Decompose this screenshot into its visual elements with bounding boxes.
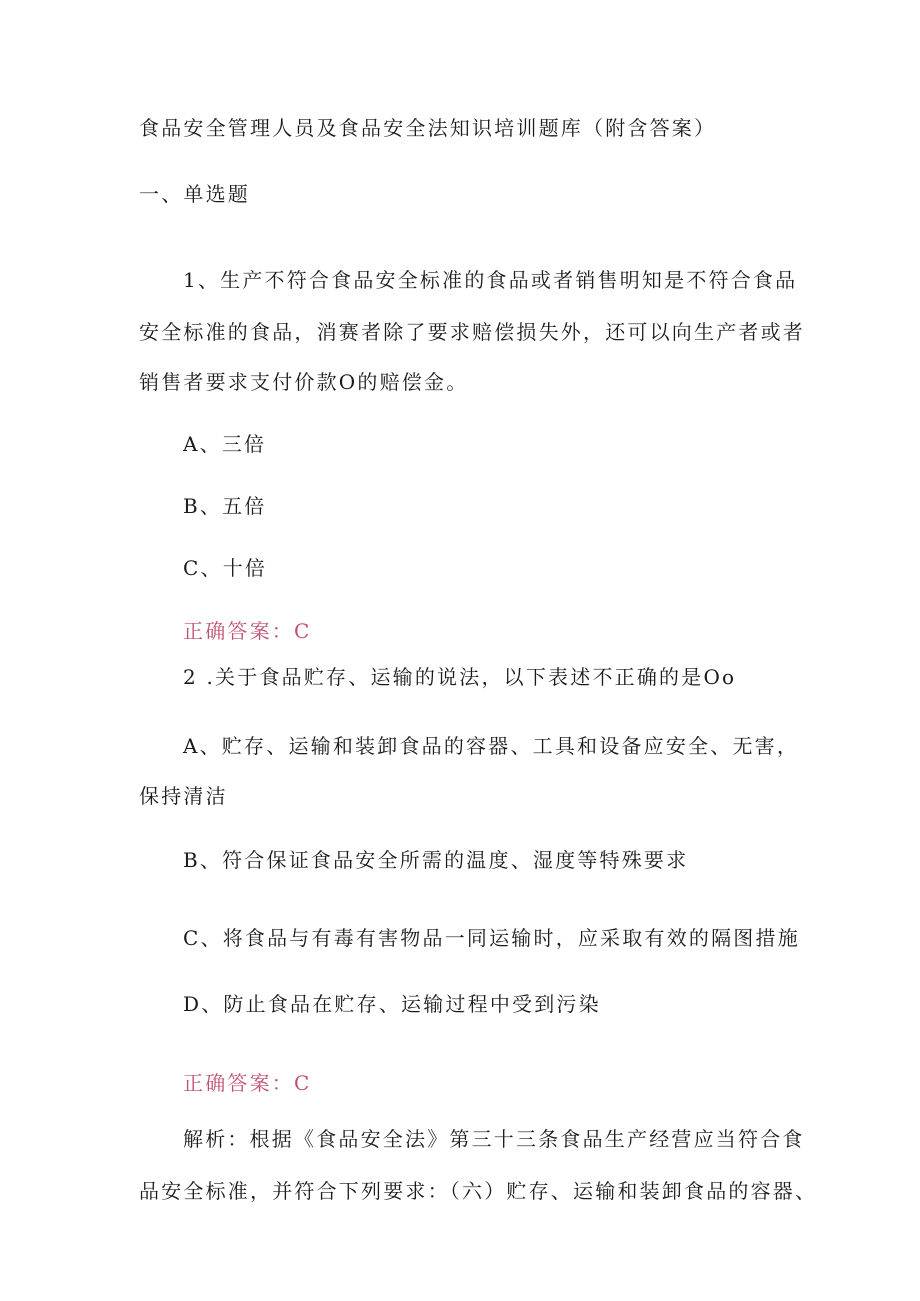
option-c: C、十倍 xyxy=(183,556,268,580)
document-title: 食品安全管理人员及食品安全法知识培训题库（附含答案） xyxy=(139,116,717,140)
option-a: A、贮存、运输和装卸食品的容器、工具和设备应安全、无害， xyxy=(183,734,800,758)
option-b: B、五倍 xyxy=(183,494,267,518)
analysis-line: 解析：根据《食品安全法》第三十三条食品生产经营应当符合食 xyxy=(183,1127,805,1151)
question-stem-line: 安全标准的食品，消赛者除了要求赔偿损失外，还可以向生产者或者 xyxy=(139,320,805,344)
question-stem-line: 1、生产不符合食品安全标准的食品或者销售明知是不符合食品 xyxy=(183,268,798,292)
option-d: D、防止食品在贮存、运输过程中受到污染 xyxy=(183,992,601,1016)
question-stem-line: 2 .关于食品贮存、运输的说法，以下表述不正确的是Oo xyxy=(183,665,737,689)
option-b: B、符合保证食品安全所需的温度、湿度等特殊要求 xyxy=(183,848,689,872)
correct-answer: 正确答案：C xyxy=(183,1071,312,1095)
correct-answer: 正确答案：C xyxy=(183,619,312,643)
option-c: C、将食品与有毒有害物品一同运输时，应采取有效的隔图措施 xyxy=(183,926,800,950)
option-a-continuation: 保持清洁 xyxy=(139,784,228,808)
option-a: A、三倍 xyxy=(183,432,267,456)
analysis-line: 品安全标准，并符合下列要求：（六）贮存、运输和装卸食品的容器、 xyxy=(139,1179,818,1203)
section-heading: 一、单选题 xyxy=(139,182,250,206)
question-stem-line: 销售者要求支付价款O的赔偿金。 xyxy=(139,370,469,394)
